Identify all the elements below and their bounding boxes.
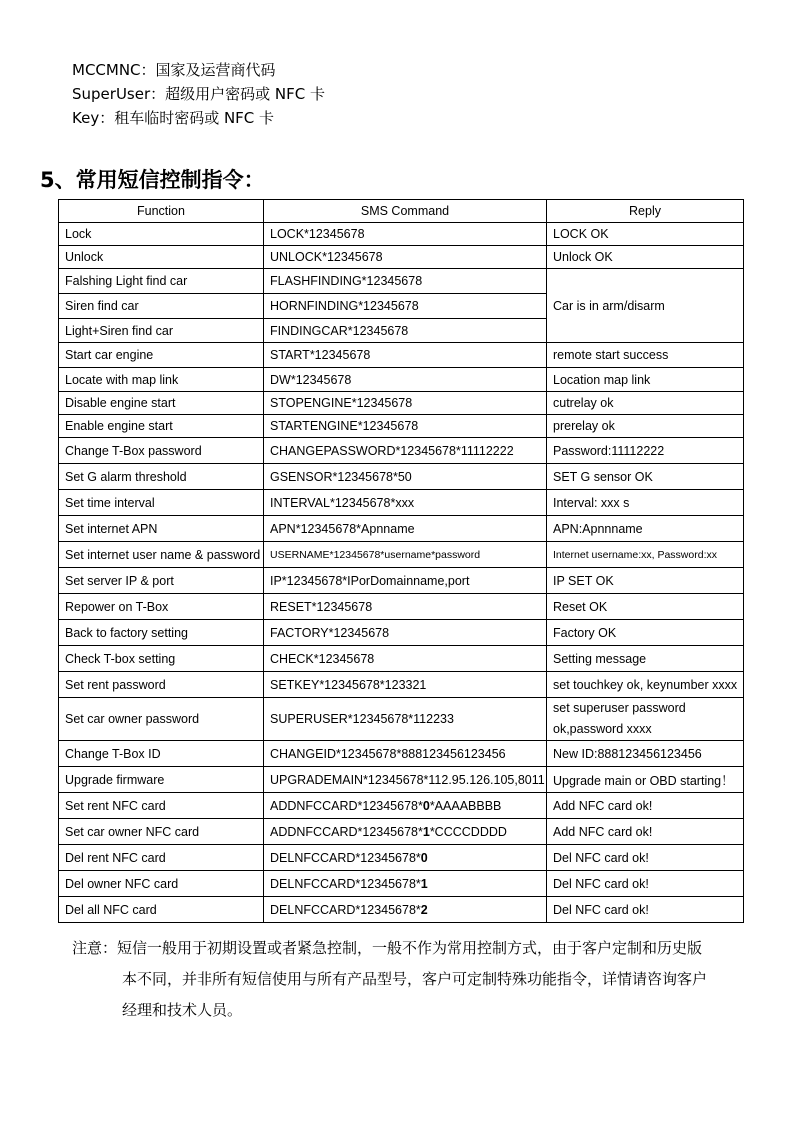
reply-cell: Unlock OK — [547, 246, 744, 269]
command-cell: HORNFINDING*12345678 — [264, 294, 547, 319]
table-row — [59, 871, 744, 897]
command-card-type: 1 — [420, 876, 428, 891]
usage-note — [72, 933, 762, 1026]
reply-cell: Add NFC card ok! — [547, 819, 744, 845]
reply-cell: Del NFC card ok! — [547, 897, 744, 923]
function-cell: Set G alarm threshold — [59, 464, 264, 490]
table-row — [59, 542, 744, 568]
function-cell: Locate with map link — [59, 368, 264, 392]
function-cell: Start car engine — [59, 343, 264, 368]
reply-cell: Location map link — [547, 368, 744, 392]
function-cell: Del rent NFC card — [59, 845, 264, 871]
table-row — [59, 793, 744, 819]
table-row — [59, 741, 744, 767]
command-prefix: ADDNFCCARD*12345678* — [270, 798, 423, 813]
reply-cell: Add NFC card ok! — [547, 793, 744, 819]
command-cell — [264, 819, 547, 845]
definition-superuser: SuperUser：超级用户密码或 NFC 卡 — [72, 85, 325, 103]
table-row — [59, 223, 744, 246]
function-cell: Set time interval — [59, 490, 264, 516]
definition-mccmnc: MCCMNC：国家及运营商代码 — [72, 61, 276, 79]
function-cell: Disable engine start — [59, 392, 264, 415]
reply-cell-merged: Car is in arm/disarm — [547, 269, 744, 343]
function-cell: Repower on T-Box — [59, 594, 264, 620]
function-cell: Siren find car — [59, 294, 264, 319]
command-card-type: 1 — [422, 824, 430, 839]
reply-cell: Internet username:xx, Password:xx — [547, 542, 744, 568]
reply-cell: IP SET OK — [547, 568, 744, 594]
command-cell: SETKEY*12345678*123321 — [264, 672, 547, 698]
reply-cell: APN:Apnnname — [547, 516, 744, 542]
table-row — [59, 415, 744, 438]
reply-line: ok,password xxxx — [553, 722, 652, 736]
note-line: 经理和技术人员。 — [122, 1001, 243, 1019]
header-function: Function — [59, 200, 264, 223]
command-cell: CHANGEID*12345678*888123456123456 — [264, 741, 547, 767]
function-cell: Del all NFC card — [59, 897, 264, 923]
command-prefix: DELNFCCARD*12345678* — [270, 850, 421, 865]
table-row — [59, 819, 744, 845]
function-cell: Back to factory setting — [59, 620, 264, 646]
function-cell: Set car owner NFC card — [59, 819, 264, 845]
function-cell: Set internet user name & password — [59, 542, 264, 568]
reply-line: set superuser password — [553, 701, 686, 715]
function-cell: Set server IP & port — [59, 568, 264, 594]
note-line: 注意：短信一般用于初期设置或者紧急控制，一般不作为常用控制方式，由于客户定制和历史版 — [72, 939, 703, 957]
command-cell: FACTORY*12345678 — [264, 620, 547, 646]
reply-cell: Factory OK — [547, 620, 744, 646]
function-cell: Enable engine start — [59, 415, 264, 438]
command-cell — [264, 897, 547, 923]
command-cell: FINDINGCAR*12345678 — [264, 319, 547, 343]
table-row — [59, 646, 744, 672]
command-cell: STOPENGINE*12345678 — [264, 392, 547, 415]
command-cell: CHECK*12345678 — [264, 646, 547, 672]
command-card-type: 0 — [422, 798, 430, 813]
command-cell: LOCK*12345678 — [264, 223, 547, 246]
definition-key: Key：租车临时密码或 NFC 卡 — [72, 109, 275, 127]
command-cell — [264, 845, 547, 871]
command-cell: DW*12345678 — [264, 368, 547, 392]
reply-cell — [547, 698, 744, 741]
function-cell: Set rent password — [59, 672, 264, 698]
reply-cell: Del NFC card ok! — [547, 871, 744, 897]
function-cell: Lock — [59, 223, 264, 246]
command-cell: STARTENGINE*12345678 — [264, 415, 547, 438]
command-card-type: 0 — [420, 850, 428, 865]
function-cell: Falshing Light find car — [59, 269, 264, 294]
table-row — [59, 392, 744, 415]
reply-cell: Interval: xxx s — [547, 490, 744, 516]
reply-cell: set touchkey ok, keynumber xxxx — [547, 672, 744, 698]
command-cell: GSENSOR*12345678*50 — [264, 464, 547, 490]
command-prefix: DELNFCCARD*12345678* — [270, 902, 421, 917]
command-cell: IP*12345678*IPorDomainname,port — [264, 568, 547, 594]
section-heading: 5、常用短信控制指令： — [40, 168, 265, 192]
command-cell: RESET*12345678 — [264, 594, 547, 620]
command-prefix: ADDNFCCARD*12345678* — [270, 824, 423, 839]
function-cell: Change T-Box ID — [59, 741, 264, 767]
function-cell: Set rent NFC card — [59, 793, 264, 819]
table-row — [59, 368, 744, 392]
function-cell: Upgrade firmware — [59, 767, 264, 793]
command-cell: FLASHFINDING*12345678 — [264, 269, 547, 294]
command-cell: START*12345678 — [264, 343, 547, 368]
table-row — [59, 269, 744, 294]
command-cell: INTERVAL*12345678*xxx — [264, 490, 547, 516]
function-cell: Set internet APN — [59, 516, 264, 542]
table-row — [59, 672, 744, 698]
note-line: 本不同，并非所有短信使用与所有产品型号，客户可定制特殊功能指令，详情请咨询客户 — [122, 970, 708, 988]
table-row — [59, 698, 744, 741]
reply-cell: Del NFC card ok! — [547, 845, 744, 871]
reply-cell: Upgrade main or OBD starting！ — [547, 767, 744, 793]
table-row — [59, 343, 744, 368]
reply-cell: LOCK OK — [547, 223, 744, 246]
table-row — [59, 568, 744, 594]
command-suffix: *AAAABBBB — [429, 798, 502, 813]
reply-cell: cutrelay ok — [547, 392, 744, 415]
command-cell: APN*12345678*Apnname — [264, 516, 547, 542]
reply-cell: Setting message — [547, 646, 744, 672]
command-cell — [264, 793, 547, 819]
table-row — [59, 246, 744, 269]
table-row — [59, 620, 744, 646]
function-cell: Change T-Box password — [59, 438, 264, 464]
table-row — [59, 594, 744, 620]
reply-cell: SET G sensor OK — [547, 464, 744, 490]
function-cell: Set car owner password — [59, 698, 264, 741]
header-sms-command: SMS Command — [264, 200, 547, 223]
table-row — [59, 438, 744, 464]
table-header-row — [59, 200, 744, 223]
function-cell: Light+Siren find car — [59, 319, 264, 343]
function-cell: Check T-box setting — [59, 646, 264, 672]
reply-cell: prerelay ok — [547, 415, 744, 438]
function-cell: Unlock — [59, 246, 264, 269]
table-row — [59, 464, 744, 490]
command-suffix: *CCCCDDDD — [429, 824, 507, 839]
reply-cell: remote start success — [547, 343, 744, 368]
command-cell: CHANGEPASSWORD*12345678*11112222 — [264, 438, 547, 464]
command-cell: SUPERUSER*12345678*112233 — [264, 698, 547, 741]
command-cell: UPGRADEMAIN*12345678*112.95.126.105,8011 — [264, 767, 547, 793]
header-reply: Reply — [547, 200, 744, 223]
sms-command-table — [58, 199, 744, 923]
reply-cell: New ID:888123456123456 — [547, 741, 744, 767]
command-cell: UNLOCK*12345678 — [264, 246, 547, 269]
table-row — [59, 490, 744, 516]
command-card-type: 2 — [420, 902, 428, 917]
command-prefix: DELNFCCARD*12345678* — [270, 876, 421, 891]
command-cell — [264, 871, 547, 897]
command-cell: USERNAME*12345678*username*password — [264, 542, 547, 568]
reply-cell: Password:11112222 — [547, 438, 744, 464]
definitions-list — [72, 58, 325, 130]
reply-cell: Reset OK — [547, 594, 744, 620]
function-cell: Del owner NFC card — [59, 871, 264, 897]
table-row — [59, 767, 744, 793]
table-row — [59, 845, 744, 871]
table-row — [59, 516, 744, 542]
table-row — [59, 897, 744, 923]
